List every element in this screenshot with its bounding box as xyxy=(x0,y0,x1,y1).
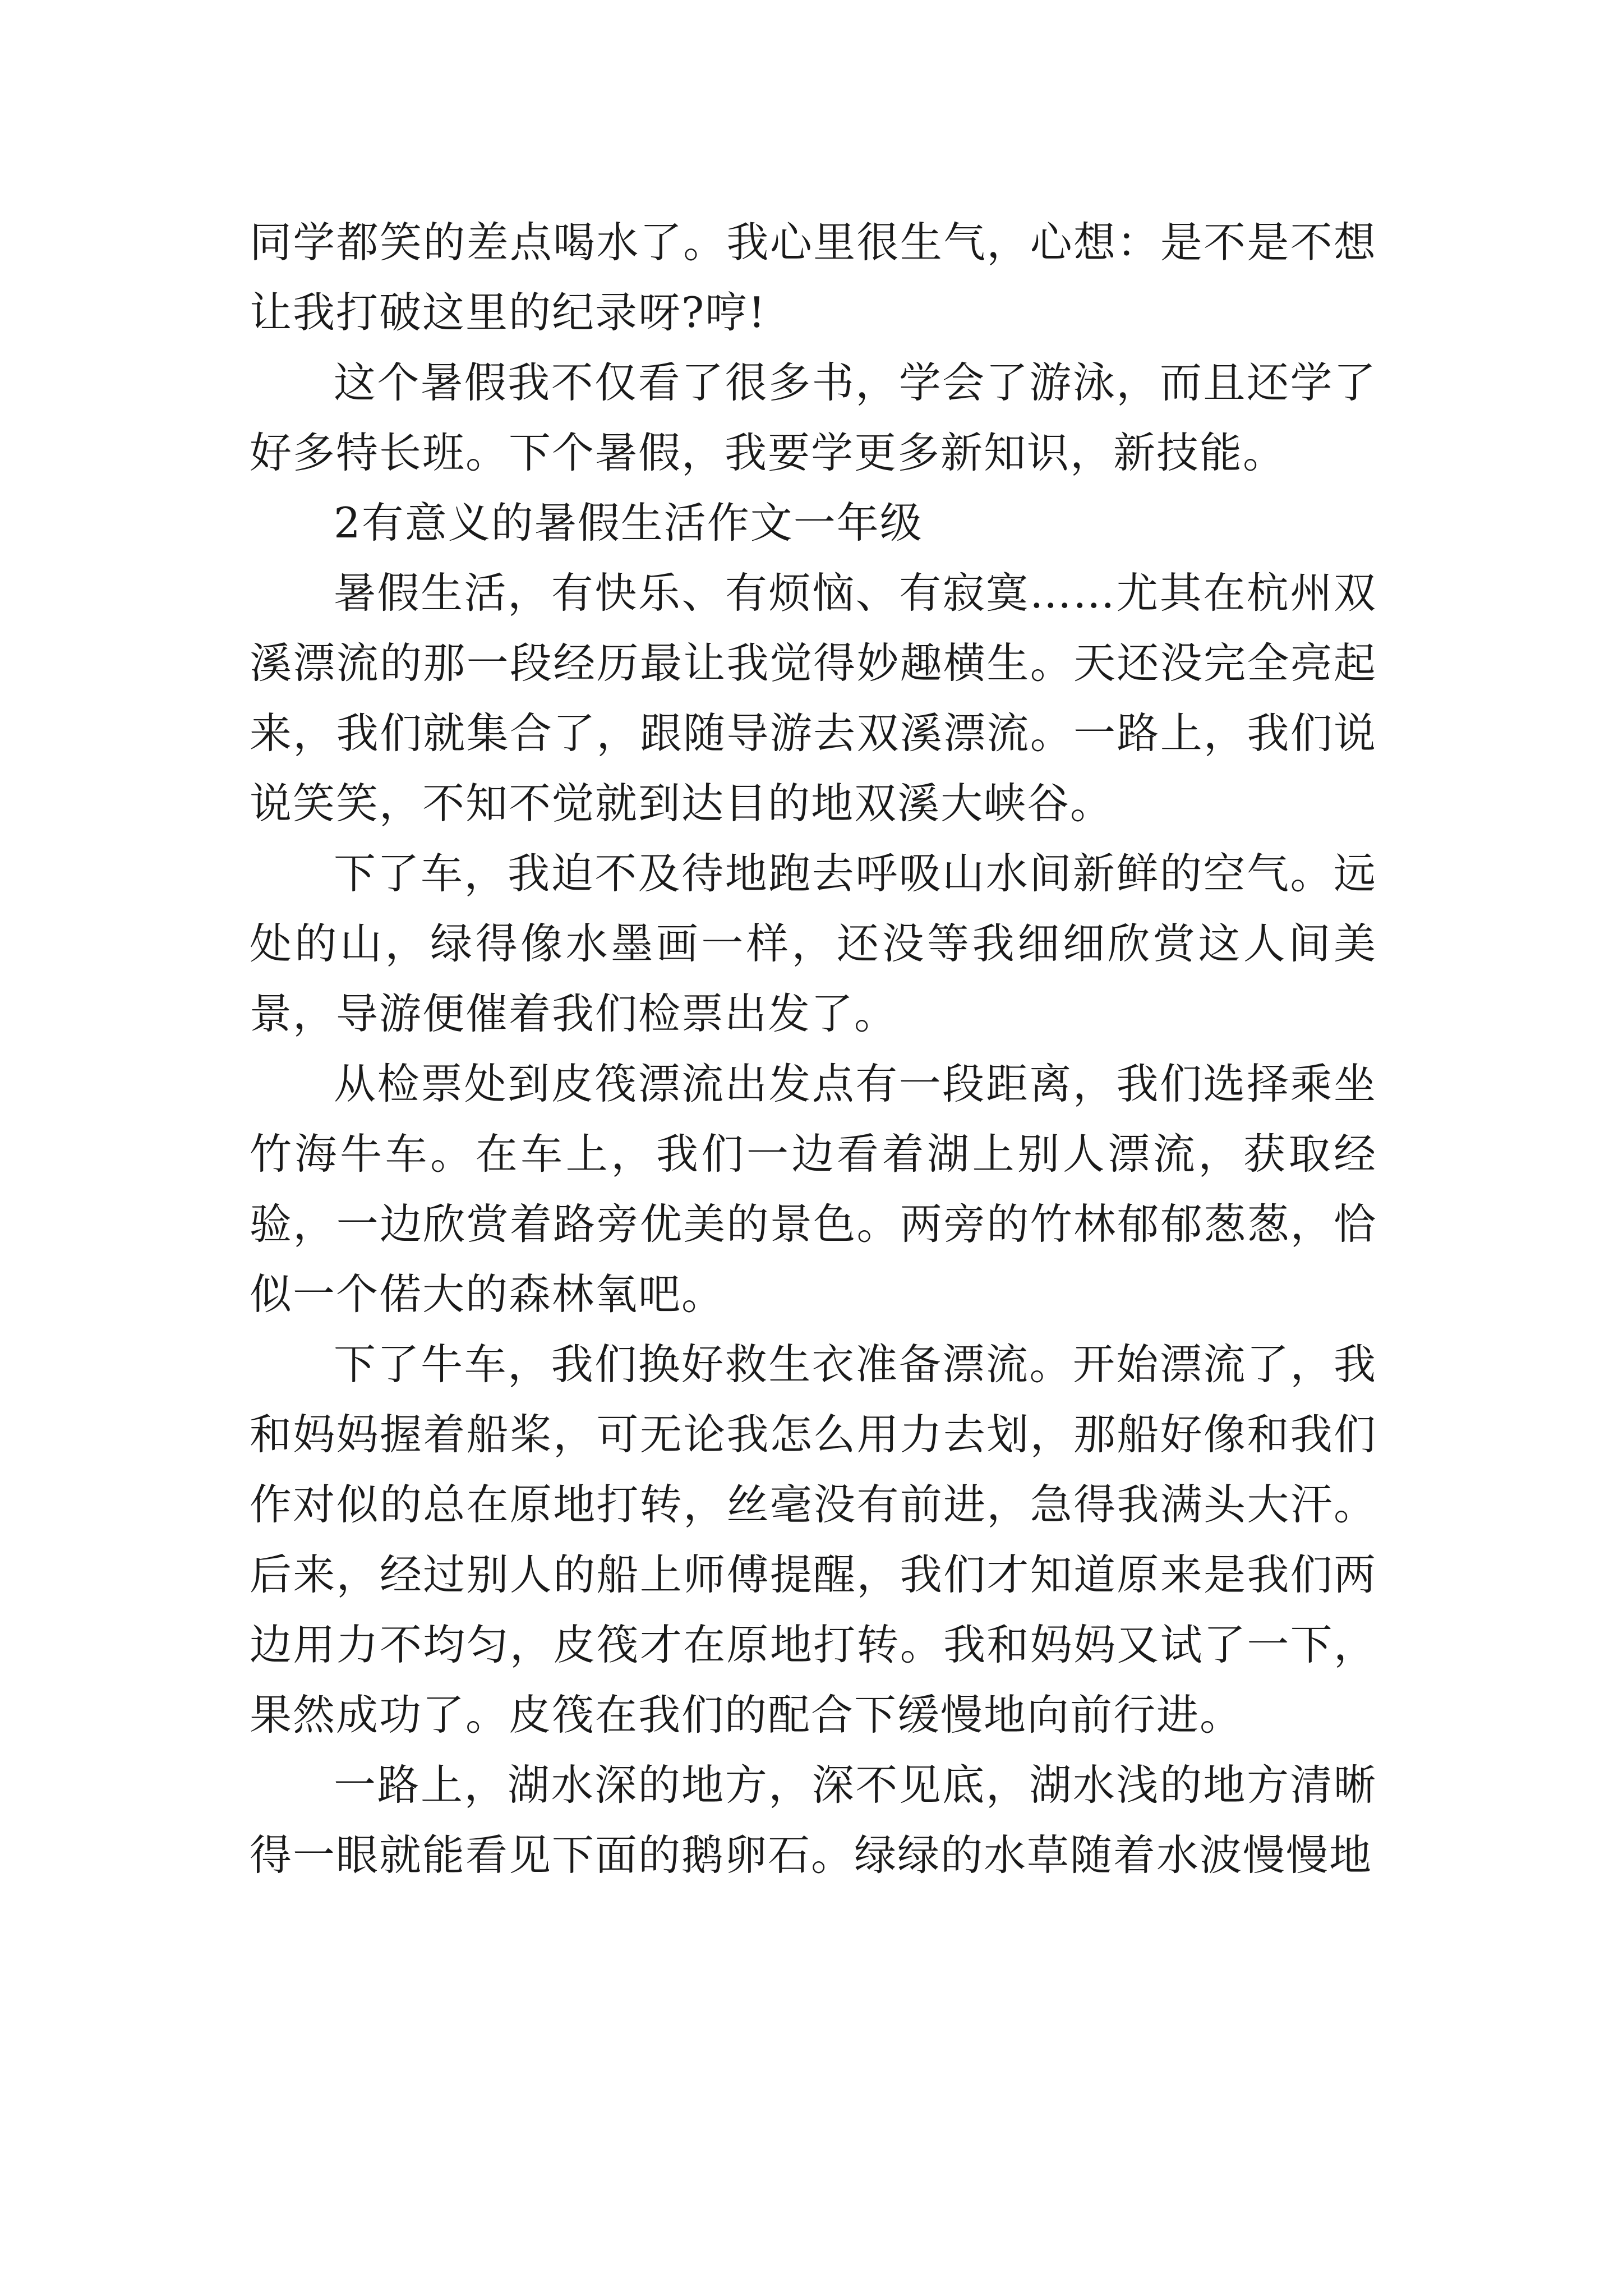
paragraph: 从检票处到皮筏漂流出发点有一段距离，我们选择乘坐竹海牛车。在车上，我们一边看着湖上别人漂流，获取经验，一边欣赏着路旁优美的景色。两旁的竹林郁郁葱葱，恰似一个偌大的森林氧吧。 xyxy=(250,1059,1377,1319)
paragraph: 暑假生活，有快乐、有烦恼、有寂寞……尤其在杭州双溪漂流的那一段经历最让我觉得妙趣横生。天还没完全亮起来，我们就集合了，跟随导游去双溪漂流。一路上，我们说说笑笑，不知不觉就到达目的地双溪大峡谷。 xyxy=(250,568,1377,828)
document-body xyxy=(250,208,1377,1890)
paragraph: 一路上，湖水深的地方，深不见底，湖水浅的地方清晰得一眼就能看见下面的鹅卵石。绿绿的水草随着水波慢慢地 xyxy=(250,1760,1377,1880)
paragraph: 下了车，我迫不及待地跑去呼吸山水间新鲜的空气。远处的山，绿得像水墨画一样，还没等我细细欣赏这人间美景，导游便催着我们检票出发了。 xyxy=(250,849,1377,1038)
section-heading: 2有意义的暑假生活作文一年级 xyxy=(334,498,923,547)
paragraph: 下了牛车，我们换好救生衣准备漂流。开始漂流了，我和妈妈握着船桨，可无论我怎么用力去划，那船好像和我们作对似的总在原地打转，丝毫没有前进，急得我满头大汗。后来，经过别人的船上师傅提醒，我们才知道原来是我们两边用力不均匀，皮筏才在原地打转。我和妈妈又试了一下，果然成功了。皮筏在我们的配合下缓慢地向前行进。 xyxy=(250,1340,1377,1740)
paragraph: 这个暑假我不仅看了很多书，学会了游泳，而且还学了好多特长班。下个暑假，我要学更多新知识，新技能。 xyxy=(250,358,1377,477)
paragraph-continued: 同学都笑的差点喝水了。我心里很生气，心想：是不是不想让我打破这里的纪录呀?哼! xyxy=(250,218,1377,337)
